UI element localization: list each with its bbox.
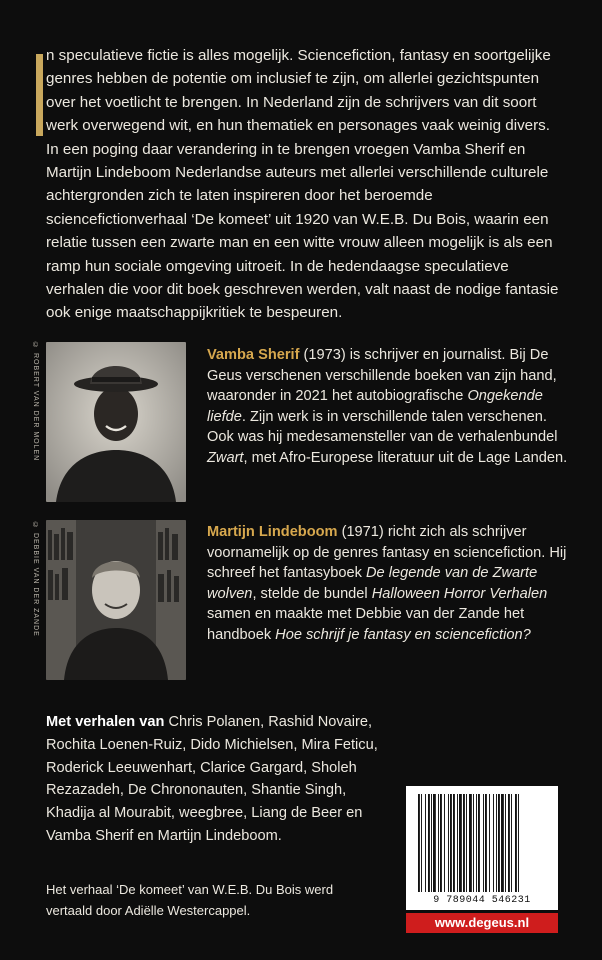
isbn-barcode: [406, 786, 558, 910]
bio-1-text-a: (1973) is schrijver en journalist. Bij De Geus verschenen verschillende boeken van zijn hand, waaronder in 2021 het autobiografische: [207, 347, 557, 404]
contributors-names: Chris Polanen, Rashid Novaire, Rochita Loenen-Ruiz, Dido Michielsen, Mira Feticu, Roderick Leeuwenhart, Clarice Gargard, Sholeh Rezazadeh, De Chrononauten, Shantie Singh, Khadija al Mourabit, weegbree, Liang de Beer en Vamba Sherif en Martijn Lindeboom.: [46, 714, 378, 844]
bio-1-title-a: Ongekende liefde: [207, 388, 543, 425]
bio-2-title-a: De legende van de Zwarte wolven: [207, 565, 538, 602]
intro-paragraph-2: In een poging daar verandering in te brengen vroegen Vamba Sherif en Martijn Lindeboom Nederlandse auteurs met allerlei verschillende culturele achtergronden zich te laten inspireren door het beroemde sciencefictionverhaal ‘De komeet’ uit 1920 van W.E.B. Du Bois, waarin een relatie tussen een zwarte man en een witte vrouw alleen mogelijk is als een ramp hun sociale omgeving uitroeit. In de hedendaagse speculatieve verhalen die voor dit boek geschreven werden, valt naast de nodige fantasie ook enige maatschappijkritiek te bespeuren.: [46, 140, 559, 322]
photo-credit-2: © DEBBIE VAN DER ZANDE: [32, 522, 39, 637]
contributors: [46, 711, 386, 848]
publisher-website[interactable]: www.degeus.nl: [406, 913, 558, 933]
bio-1-title-b: Zwart: [207, 449, 244, 466]
bio-2-text-b: , stelde de bundel: [252, 585, 372, 602]
drop-cap-bar: [36, 54, 43, 136]
isbn-number: 9 789044 546231: [433, 895, 531, 906]
translation-note: Het verhaal ‘De komeet’ van W.E.B. Du Bois werd vertaald door Adiëlle Westercappel.: [46, 882, 334, 918]
author-name-2: Martijn Lindeboom: [207, 524, 338, 540]
bio-2-title-c: Hoe schrijf je fantasy en sciencefiction?: [275, 626, 531, 643]
bio-1-text-c: , met Afro-Europese literatuur uit de Lage Landen.: [243, 449, 568, 466]
bio-2-text-c: samen en maakte met Debbie van der Zande het handboek: [207, 606, 525, 643]
contributors-lead: Met verhalen van: [46, 714, 165, 730]
photo-credit-1: © ROBERT VAN DER MOLEN: [32, 342, 39, 462]
bio-2-text-a: (1971) richt zich als schrijver voornamelijk op de genres fantasy en sciencefiction. Hij schreef het fantasyboek: [207, 524, 567, 581]
intro-text: [46, 44, 566, 325]
author-bio-1: [207, 345, 577, 468]
author-bio-2: [207, 522, 577, 645]
author-name-1: Vamba Sherif: [207, 347, 300, 363]
bio-1-text-b: . Zijn werk is in verschillende talen verschenen. Ook was hij medesamensteller van de verhalenbundel: [207, 408, 558, 445]
author-photo-martijn-lindeboom: [46, 520, 186, 680]
barcode-bars: [406, 786, 558, 910]
author-photo-vamba-sherif: [46, 342, 186, 502]
intro-paragraph-1: n speculatieve fictie is alles mogelijk. Sciencefiction, fantasy en soortgelijke genres hebben de potentie om inclusief te zijn, om allerlei gezichtspunten over het voetlicht te brengen. In Nederland zijn de schrijvers van dit soort werk overwegend wit, en hun thematiek en personages vaak weinig divers.: [46, 47, 551, 135]
bio-2-title-b: Halloween Horror Verhalen: [371, 585, 548, 602]
